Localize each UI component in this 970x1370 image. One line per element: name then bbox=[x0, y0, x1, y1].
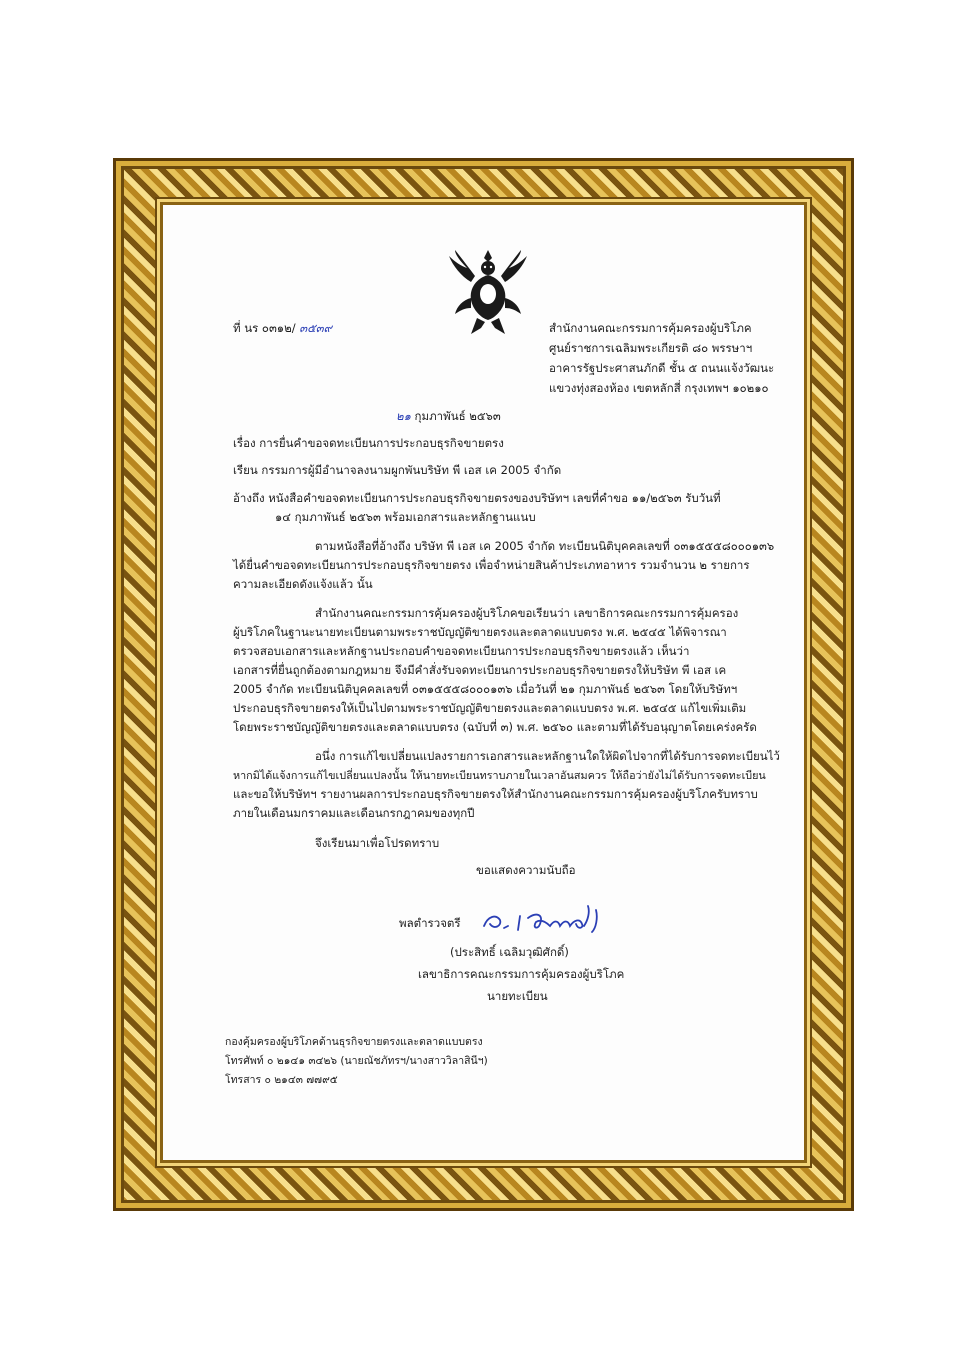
footer-line: กองคุ้มครองผู้บริโภคด้านธุรกิจขายตรงและตลาดแบบตรง bbox=[225, 1036, 483, 1048]
body-line: ความละเอียดดังแจ้งแล้ว นั้น bbox=[233, 577, 373, 591]
regards-line: ขอแสดงความนับถือ bbox=[476, 863, 576, 877]
body-line: ตามหนังสือที่อ้างถึง บริษัท พี เอส เค 2005 จำกัด ทะเบียนนิติบุคคลเลขที่ ๐๓๑๕๕๕๘๐๐๐๑๓๖ bbox=[315, 539, 775, 553]
date-day-handwritten: ๒๑ bbox=[396, 409, 411, 423]
body-line: อนึ่ง การแก้ไขเปลี่ยนแปลงรายการเอกสารและหลักฐานใดให้ผิดไปจากที่ได้รับการจดทะเบียนไว้ bbox=[315, 749, 780, 763]
body-line: สำนักงานคณะกรรมการคุ้มครองผู้บริโภคขอเรียนว่า เลขาธิการคณะกรรมการคุ้มครอง bbox=[315, 606, 739, 620]
body-line: ได้ยื่นคำขอจดทะเบียนการประกอบธุรกิจขายตรง เพื่อจำหน่ายสินค้าประเภทอาหาร รวมจำนวน ๒ รายการ bbox=[233, 558, 750, 572]
subject-line: เรื่อง การยื่นคำขอจดทะเบียนการประกอบธุรกิจขายตรง bbox=[233, 436, 504, 450]
office-line: สำนักงานคณะกรรมการคุ้มครองผู้บริโภค bbox=[549, 321, 752, 335]
reference-line: อ้างถึง หนังสือคำขอจดทะเบียนการประกอบธุรกิจขายตรงของบริษัทฯ เลขที่คำขอ ๑๑/๒๕๖๓ รับวันที่ bbox=[233, 491, 721, 505]
letter-date bbox=[396, 408, 501, 425]
reference-number bbox=[233, 320, 332, 337]
signer-title: นายทะเบียน bbox=[487, 989, 548, 1003]
recipient-line: เรียน กรรมการผู้มีอำนาจลงนามผูกพันบริษัท พี เอส เค 2005 จำกัด bbox=[233, 463, 562, 477]
footer-line: โทรศัพท์ ๐ ๒๑๔๑ ๓๔๒๖ (นายณัชภัทรฯ/นางสาววิลาสินีฯ) bbox=[225, 1055, 488, 1067]
body-line: 2005 จำกัด ทะเบียนนิติบุคคลเลขที่ ๐๓๑๕๕๕๘๐๐๐๑๓๖ เมื่อวันที่ ๒๑ กุมภาพันธ์ ๒๕๖๓ โดยให้บริษัทฯ bbox=[233, 682, 738, 696]
signer-title: เลขาธิการคณะกรรมการคุ้มครองผู้บริโภค bbox=[418, 967, 625, 981]
closing-line: จึงเรียนมาเพื่อโปรดทราบ bbox=[315, 836, 440, 850]
office-line: อาคารรัฐประศาสนภักดี ชั้น ๕ ถนนแจ้งวัฒนะ bbox=[549, 361, 775, 375]
signer-rank: พลตำรวจตรี bbox=[399, 916, 461, 930]
body-line: ผู้บริโภคในฐานะนายทะเบียนตามพระราชบัญญัติขายตรงและตลาดแบบตรง พ.ศ. ๒๕๔๕ ได้พิจารณา bbox=[233, 625, 727, 639]
ref-prefix: ที่ นร ๐๓๑๒/ bbox=[233, 321, 296, 335]
body-line: ตรวจสอบเอกสารและหลักฐานประกอบคำขอจดทะเบียนการประกอบธุรกิจขายตรงแล้ว เห็นว่า bbox=[233, 644, 690, 658]
body-line: ประกอบธุรกิจขายตรงให้เป็นไปตามพระราชบัญญัติขายตรงและตลาดแบบตรง พ.ศ. ๒๕๔๕ แก้ไขเพิ่มเติม bbox=[233, 701, 747, 715]
signer-name: (ประสิทธิ์ เฉลิมวุฒิศักดิ์) bbox=[450, 945, 569, 959]
body-line: โดยพระราชบัญญัติขายตรงและตลาดแบบตรง (ฉบับที่ ๓) พ.ศ. ๒๕๖๐ และตามที่ได้รับอนุญาตโดยเคร่งครัด bbox=[233, 720, 757, 734]
ref-number-handwritten: ๓๕๓๙ bbox=[299, 321, 333, 335]
garuda-emblem-icon bbox=[447, 248, 529, 336]
body-line: และขอให้บริษัทฯ รายงานผลการประกอบธุรกิจขายตรงให้สำนักงานคณะกรรมการคุ้มครองผู้บริโภครับทราบ bbox=[233, 787, 758, 801]
office-line: แขวงทุ่งสองห้อง เขตหลักสี่ กรุงเทพฯ ๑๐๒๑๐ bbox=[549, 381, 769, 395]
footer-line: โทรสาร ๐ ๒๑๔๓ ๗๗๙๕ bbox=[225, 1074, 338, 1086]
body-line: เอกสารที่ยื่นถูกต้องตามกฎหมาย จึงมีคำสั่งรับจดทะเบียนการประกอบธุรกิจขายตรงให้บริษัท พี เอส เค bbox=[233, 663, 727, 677]
office-line: ศูนย์ราชการเฉลิมพระเกียรติ ๘๐ พรรษาฯ bbox=[549, 341, 753, 355]
date-month-year: กุมภาพันธ์ ๒๕๖๓ bbox=[414, 409, 501, 423]
body-line: หากมิได้แจ้งการแก้ไขเปลี่ยนแปลงนั้น ให้นายทะเบียนทราบภายในเวลาอันสมควร ให้ถือว่ายังไม่ได้รับการจดทะเบียน bbox=[233, 769, 766, 782]
reference-line: ๑๔ กุมภาพันธ์ ๒๕๖๓ พร้อมเอกสารและหลักฐานแนบ bbox=[275, 510, 536, 524]
handwritten-signature bbox=[478, 902, 618, 936]
body-line: ภายในเดือนมกราคมและเดือนกรกฎาคมของทุกปี bbox=[233, 806, 475, 820]
